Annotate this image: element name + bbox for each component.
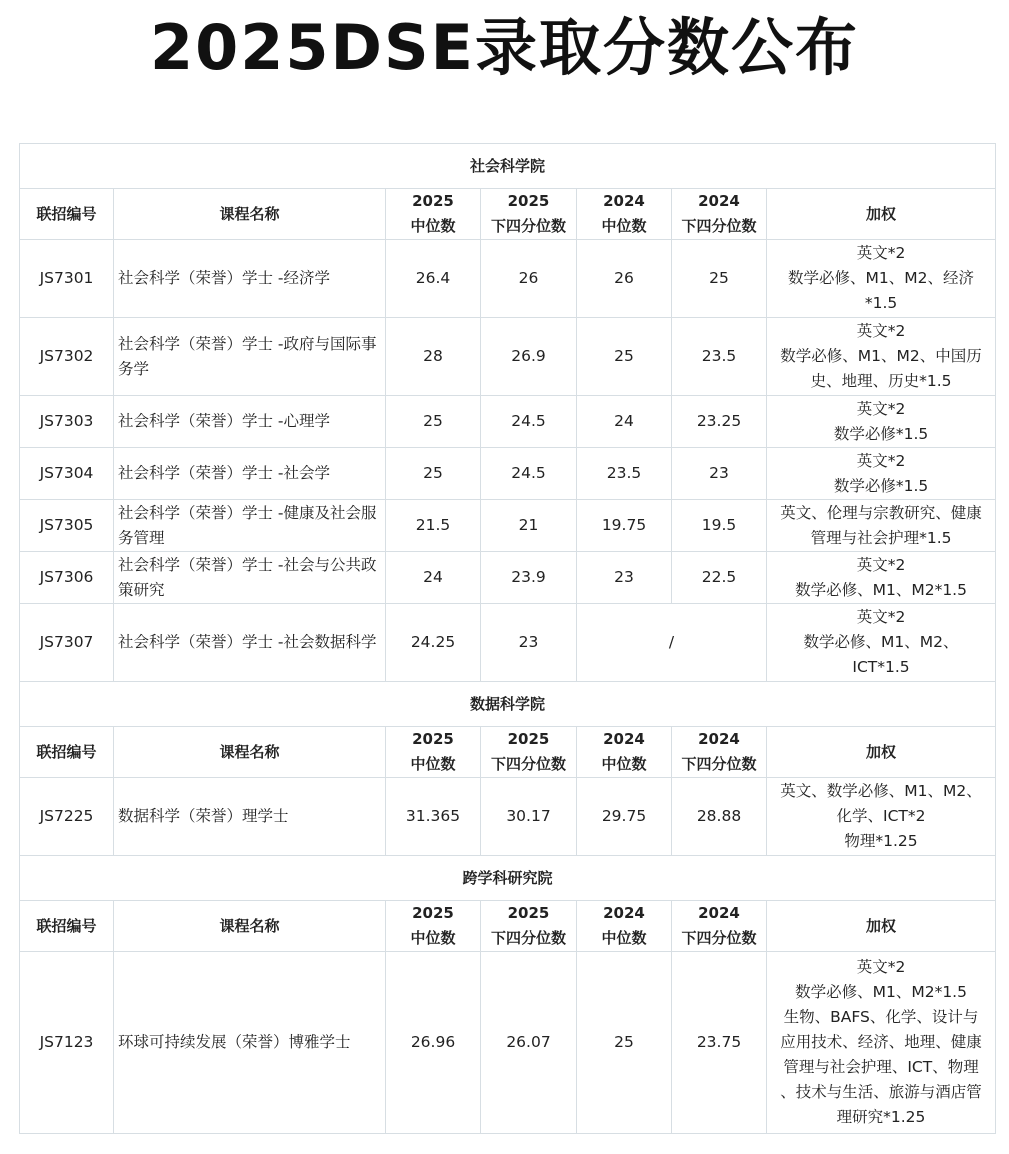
table-row: [20, 318, 996, 396]
section-row: [20, 856, 996, 901]
header-2024-lower-quartile: [672, 901, 767, 952]
cell-course-name: 社会科学（荣誉）学士 -社会数据科学: [114, 604, 386, 682]
header-2025-lower-quartile: [481, 901, 577, 952]
cell-course-name: 社会科学（荣誉）学士 -经济学: [114, 240, 386, 318]
header-2024-median: [577, 189, 672, 240]
header-line: 中位数: [410, 929, 456, 947]
header-weight: 加权: [767, 901, 996, 952]
weight-line: *1.5: [864, 294, 898, 312]
cell-2025-median: 24: [386, 552, 481, 604]
cell-2025-median: 26.4: [386, 240, 481, 318]
weight-line: 英文*2: [856, 451, 906, 470]
header-2025-median: [386, 901, 481, 952]
cell-weight: [767, 500, 996, 552]
header-2025-median: [386, 189, 481, 240]
weight-line: 数学必修、M1、M2*1.5: [795, 983, 967, 1001]
weight-line: 英文*2: [856, 244, 906, 262]
table-row: [20, 448, 996, 500]
cell-2024-lower-quartile: 22.5: [672, 552, 767, 604]
table-row: [20, 500, 996, 552]
header-row: [20, 727, 996, 778]
header-line: 中位数: [601, 755, 647, 773]
weight-line: 数学必修*1.5: [833, 424, 929, 443]
header-name: 课程名称: [114, 189, 386, 240]
weight-line: 英文*2: [856, 399, 906, 418]
cell-code: JS7304: [20, 448, 114, 500]
cell-course-name: 社会科学（荣誉）学士 -社会学: [114, 448, 386, 500]
section-title: 跨学科研究院: [20, 856, 996, 901]
table-row: [20, 604, 996, 682]
table-row: [20, 552, 996, 604]
cell-code: JS7302: [20, 318, 114, 396]
cell-2025-median: 24.25: [386, 604, 481, 682]
weight-line: 物理*1.25: [844, 832, 918, 850]
cell-2025-lower-quartile: 21: [481, 500, 577, 552]
header-name: 课程名称: [114, 901, 386, 952]
weight-line: 英文*2: [856, 555, 906, 574]
weight-line: 、技术与生活、旅游与酒店管: [780, 1083, 982, 1101]
cell-course-name: 社会科学（荣誉）学士 -政府与国际事务学: [114, 318, 386, 396]
header-line: 下四分位数: [490, 217, 566, 235]
cell-course-name: 社会科学（荣誉）学士 -社会与公共政策研究: [114, 552, 386, 604]
header-line: 2024: [698, 192, 740, 210]
cell-2025-median: 21.5: [386, 500, 481, 552]
header-line: 2024: [698, 730, 740, 748]
cell-2025-lower-quartile: 26.9: [481, 318, 577, 396]
header-row: [20, 901, 996, 952]
header-line: 中位数: [410, 755, 456, 773]
cell-code: JS7225: [20, 778, 114, 856]
cell-2025-median: 28: [386, 318, 481, 396]
weight-line: 英文*2: [856, 322, 906, 340]
cell-2024-lower-quartile: 23: [672, 448, 767, 500]
cell-code: JS7305: [20, 500, 114, 552]
weight-line: 数学必修、M1、M2、: [803, 633, 959, 651]
section-title: 社会科学院: [20, 144, 996, 189]
weight-line: 英文*2: [856, 608, 906, 626]
header-line: 2024: [603, 192, 645, 210]
weight-line: 英文*2: [856, 958, 906, 976]
cell-2024-median: 24: [577, 396, 672, 448]
cell-weight: [767, 396, 996, 448]
cell-2025-median: 25: [386, 396, 481, 448]
header-2024-median: [577, 727, 672, 778]
cell-2024-median: 25: [577, 952, 672, 1134]
cell-weight: [767, 240, 996, 318]
weight-line: 数学必修、M1、M2、经济: [788, 269, 975, 287]
cell-2024-median: 23: [577, 552, 672, 604]
cell-2025-lower-quartile: 23: [481, 604, 577, 682]
cell-code: JS7301: [20, 240, 114, 318]
cell-2025-median: 25: [386, 448, 481, 500]
cell-2025-median: 26.96: [386, 952, 481, 1134]
header-line: 2025: [412, 192, 454, 210]
section-row: [20, 682, 996, 727]
cell-2025-lower-quartile: 26.07: [481, 952, 577, 1134]
header-row: [20, 189, 996, 240]
section-title: 数据科学院: [20, 682, 996, 727]
table-row: [20, 396, 996, 448]
cell-2024-lower-quartile: 23.5: [672, 318, 767, 396]
weight-line: 理研究*1.25: [836, 1108, 926, 1126]
cell-2024-median: 25: [577, 318, 672, 396]
header-line: 2025: [507, 904, 550, 922]
weight-line: 数学必修、M1、M2、中国历: [780, 347, 982, 365]
weight-line: 英文、伦理与宗教研究、健康: [780, 503, 982, 522]
header-line: 2025: [412, 904, 454, 922]
header-line: 下四分位数: [681, 217, 757, 235]
cell-code: JS7306: [20, 552, 114, 604]
table-body: [20, 144, 996, 1134]
cell-course-name: 环球可持续发展（荣誉）博雅学士: [114, 952, 386, 1134]
cell-code: JS7123: [20, 952, 114, 1134]
table-row: [20, 240, 996, 318]
cell-2025-lower-quartile: 30.17: [481, 778, 577, 856]
cell-2025-median: 31.365: [386, 778, 481, 856]
weight-line: 应用技术、经济、地理、健康: [780, 1033, 982, 1051]
cell-course-name: 社会科学（荣誉）学士 -健康及社会服务管理: [114, 500, 386, 552]
weight-line: 化学、ICT*2: [836, 807, 926, 825]
cell-course-name: 数据科学（荣誉）理学士: [114, 778, 386, 856]
weight-line: 数学必修、M1、M2*1.5: [795, 580, 967, 599]
header-2025-lower-quartile: [481, 727, 577, 778]
cell-2024-not-available: /: [577, 604, 767, 682]
weight-line: 管理与社会护理、ICT、物理: [783, 1058, 979, 1076]
cell-code: JS7307: [20, 604, 114, 682]
cell-weight: [767, 604, 996, 682]
table-row: [20, 952, 996, 1134]
cell-2025-lower-quartile: 23.9: [481, 552, 577, 604]
header-line: 2024: [603, 730, 645, 748]
header-2024-lower-quartile: [672, 189, 767, 240]
cell-2024-median: 23.5: [577, 448, 672, 500]
header-name: 课程名称: [114, 727, 386, 778]
cell-2024-lower-quartile: 28.88: [672, 778, 767, 856]
cell-2025-lower-quartile: 24.5: [481, 448, 577, 500]
weight-line: ICT*1.5: [852, 658, 910, 676]
cell-course-name: 社会科学（荣誉）学士 -心理学: [114, 396, 386, 448]
cell-2025-lower-quartile: 24.5: [481, 396, 577, 448]
header-2025-lower-quartile: [481, 189, 577, 240]
header-2025-median: [386, 727, 481, 778]
header-line: 2025: [507, 730, 550, 748]
section-row: [20, 144, 996, 189]
cell-weight: [767, 778, 996, 856]
header-2024-lower-quartile: [672, 727, 767, 778]
cell-2024-lower-quartile: 19.5: [672, 500, 767, 552]
weight-line: 生物、BAFS、化学、设计与: [783, 1008, 979, 1026]
header-weight: 加权: [767, 189, 996, 240]
header-2024-median: [577, 901, 672, 952]
header-line: 2025: [412, 730, 454, 748]
weight-line: 数学必修*1.5: [833, 476, 929, 495]
weight-line: 管理与社会护理*1.5: [810, 528, 952, 547]
header-line: 2024: [698, 904, 740, 922]
cell-2024-lower-quartile: 23.25: [672, 396, 767, 448]
header-code: 联招编号: [20, 189, 114, 240]
cell-2024-median: 19.75: [577, 500, 672, 552]
header-line: 2025: [507, 192, 550, 210]
cell-2025-lower-quartile: 26: [481, 240, 577, 318]
weight-line: 史、地理、历史*1.5: [810, 372, 952, 390]
cell-weight: [767, 318, 996, 396]
header-weight: 加权: [767, 727, 996, 778]
admission-score-table: [19, 143, 996, 1134]
cell-weight: [767, 552, 996, 604]
header-line: 下四分位数: [490, 755, 566, 773]
page-title: 2025DSE录取分数公布: [149, 11, 860, 84]
header-line: 中位数: [410, 217, 456, 235]
cell-2024-median: 26: [577, 240, 672, 318]
cell-2024-median: 29.75: [577, 778, 672, 856]
header-line: 中位数: [601, 929, 647, 947]
weight-line: 英文、数学必修、M1、M2、: [780, 782, 982, 800]
header-line: 下四分位数: [490, 929, 566, 947]
header-line: 下四分位数: [681, 755, 757, 773]
table-row: [20, 778, 996, 856]
header-line: 中位数: [601, 217, 647, 235]
header-code: 联招编号: [20, 901, 114, 952]
header-code: 联招编号: [20, 727, 114, 778]
cell-2024-lower-quartile: 23.75: [672, 952, 767, 1134]
header-line: 下四分位数: [681, 929, 757, 947]
header-line: 2024: [603, 904, 645, 922]
cell-weight: [767, 952, 996, 1134]
cell-2024-lower-quartile: 25: [672, 240, 767, 318]
cell-code: JS7303: [20, 396, 114, 448]
cell-weight: [767, 448, 996, 500]
